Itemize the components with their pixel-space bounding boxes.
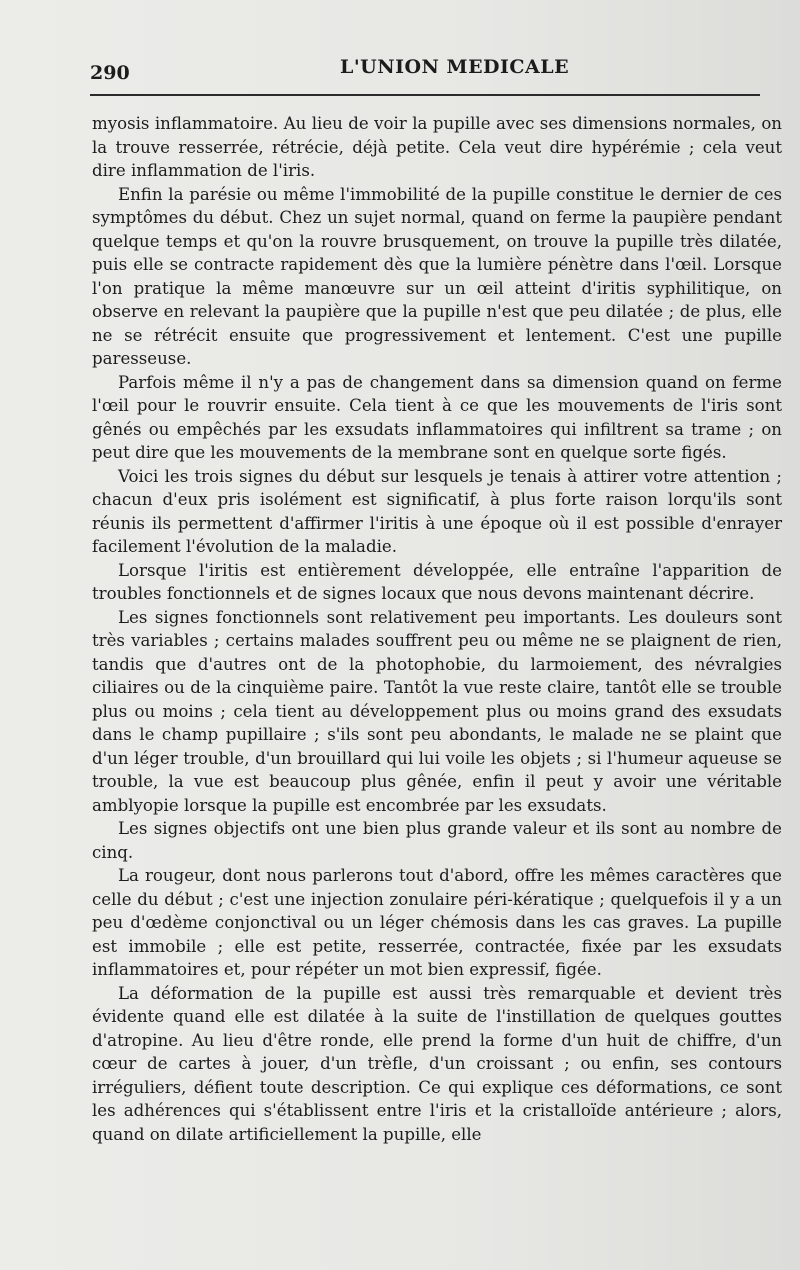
paragraph: Voici les trois signes du début sur lesquels je tenais à attirer votre attention ; chacun d'eux pris isolément est significatif, à plus forte raison lorqu'ils sont réunis ils permettent d'affirmer l'iritis à une époque où il est possible d'enrayer facilement l'évolution de la maladie.: [92, 466, 782, 556]
paragraph: La déformation de la pupille est aussi très remarquable et devient très évidente quand elle est dilatée à la suite de l'instillation de quelques gouttes d'atropine. Au lieu d'être ronde, elle prend la forme d'un huit de chiffre, d'un cœur de cartes à jouer, d'un trèfle, d'un croissant ; ou enfin, ses contours irréguliers, défient toute description. Ce qui explique ces déformations, ce sont les adhérences qui s'établissent entre l'iris et la cristalloïde antérieure ; alors, quand on dilate artificiellement la pupille, elle: [92, 983, 782, 1144]
paragraph: Parfois même il n'y a pas de changement dans sa dimension quand on ferme l'œil pour le rouvrir ensuite. Cela tient à ce que les mouvements de l'iris sont gênés ou empêchés par les exsudats inflammatoires qui infiltrent sa trame ; on peut dire que les mouvements de la membrane sont en quelque sorte figés.: [92, 372, 782, 462]
paragraph: Enfin la parésie ou même l'immobilité de la pupille constitue le dernier de ces symptômes du début. Chez un sujet normal, quand on ferme la paupière pendant quelque temps et qu'on la rouvre brusquement, on trouve la pupille très dilatée, puis elle se contracte rapidement dès que la lumière pénètre dans l'œil. Lorsque l'on pratique la même manœuvre sur un œil atteint d'iritis syphilitique, on observe en relevant la paupière que la pupille n'est que peu dilatée ; de plus, elle ne se rétrécit ensuite que progressivement et lentement. C'est une pupille paresseuse.: [92, 184, 782, 368]
paragraph: Les signes objectifs ont une bien plus grande valeur et ils sont au nombre de cinq.: [92, 819, 782, 862]
paragraph: La rougeur, dont nous parlerons tout d'abord, offre les mêmes caractères que celle du début ; c'est une injection zonulaire péri-kératique ; quelquefois il y a un peu d'œdème conjonctival ou un léger chémosis dans les cas graves. La pupille est immobile ; elle est petite, resserrée, contractée, fixée par les exsudats inflammatoires et, pour répéter un mot bien expressif, figée.: [92, 866, 782, 979]
page-header: [90, 56, 770, 86]
paragraph: myosis inflammatoire. Au lieu de voir la pupille avec ses dimensions normales, on la trouve resserrée, rétrécie, déjà petite. Cela veut dire hypérémie ; cela veut dire inflammation de l'iris.: [92, 114, 782, 180]
page-number: 290: [90, 62, 130, 84]
body-text: [92, 112, 782, 1146]
header-rule: [90, 94, 760, 96]
paragraph: Lorsque l'iritis est entièrement développée, elle entraîne l'apparition de troubles fonctionnels et de signes locaux que nous devons maintenant décrire.: [92, 560, 782, 603]
running-title: L'UNION MEDICALE: [340, 56, 570, 78]
paragraph: Les signes fonctionnels sont relativement peu importants. Les douleurs sont très variables ; certains malades souffrent peu ou même ne se plaignent de rien, tandis que d'autres ont de la photophobie, du larmoiement, des névralgies ciliaires ou de la cinquième paire. Tantôt la vue reste claire, tantôt elle se trouble plus ou moins ; cela tient au développement plus ou moins grand des exsudats dans le champ pupillaire ; s'ils sont peu abondants, le malade ne se plaint que d'un léger trouble, d'un brouillard qui lui voile les objets ; si l'humeur aqueuse se trouble, la vue est beaucoup plus gênée, enfin il peut y avoir une véritable amblyopie lorsque la pupille est encombrée par les exsudats.: [92, 607, 782, 815]
